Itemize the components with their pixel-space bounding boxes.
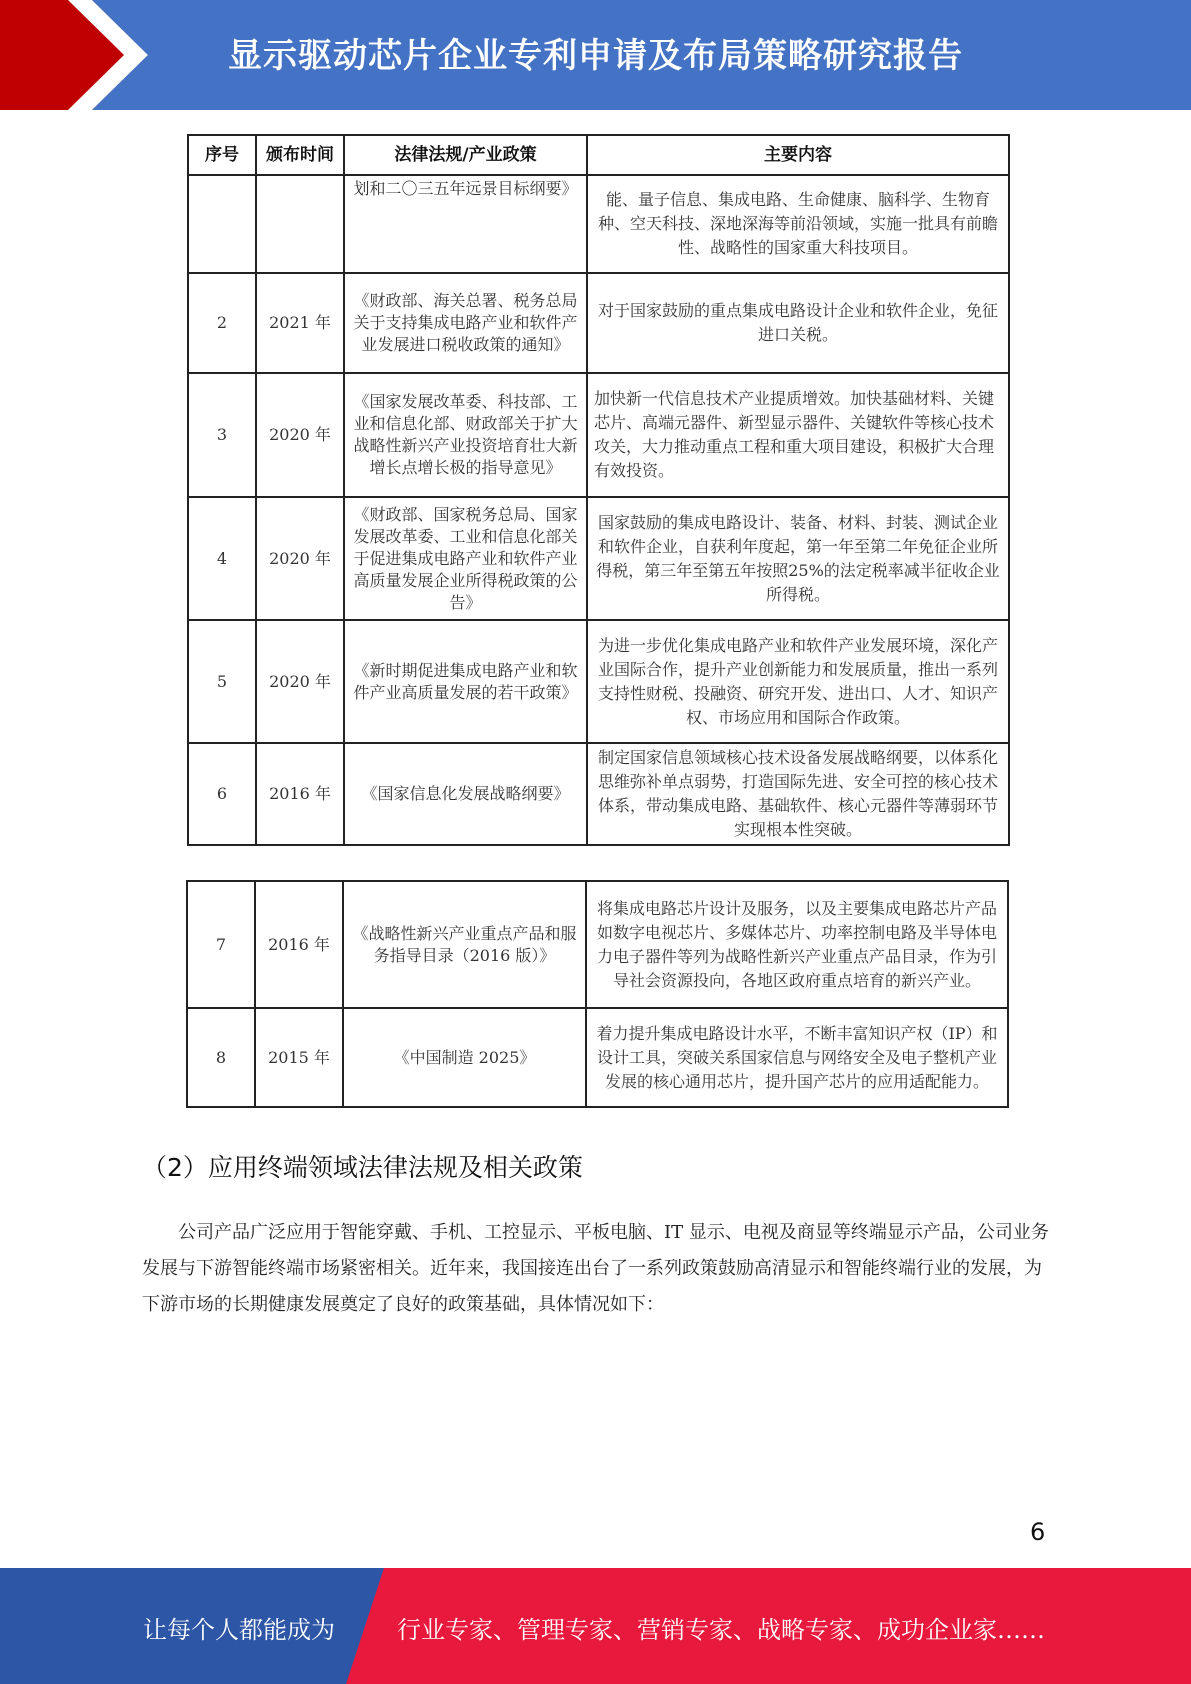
policy-table-part-2: [186, 880, 1009, 1108]
cell-no: [188, 175, 256, 273]
footer-slogan-right: 行业专家、管理专家、营销专家、战略专家、成功企业家……: [397, 1616, 1045, 1644]
cell-date: 2016 年: [255, 881, 343, 1008]
cell-content: 加快新一代信息技术产业提质增效。加快基础材料、关键芯片、高端元器件、新型显示器件、关键软件等核心技术攻关，大力推动重点工程和重大项目建设，积极扩大合理有效投资。: [587, 373, 1009, 497]
header-policy: 法律法规/产业政策: [344, 135, 587, 175]
cell-policy: 《财政部、国家税务总局、国家发展改革委、工业和信息化部关于促进集成电路产业和软件产业高质量发展企业所得税政策的公告》: [344, 497, 587, 620]
cell-policy: 《中国制造 2025》: [343, 1008, 586, 1107]
page-footer: [0, 1568, 1191, 1684]
cell-no: 6: [188, 743, 256, 845]
cell-no: 2: [188, 273, 256, 373]
footer-slogan-left: 让每个人都能成为: [143, 1616, 335, 1644]
table-row: [188, 273, 1009, 373]
cell-no: 8: [187, 1008, 255, 1107]
cell-content: 着力提升集成电路设计水平，不断丰富知识产权（IP）和设计工具，突破关系国家信息与网络安全及电子整机产业发展的核心通用芯片，提升国产芯片的应用适配能力。: [586, 1008, 1008, 1107]
cell-no: 3: [188, 373, 256, 497]
cell-date: [256, 175, 344, 273]
table-header-row: [188, 135, 1009, 175]
cell-date: 2020 年: [256, 497, 344, 620]
cell-content: 将集成电路芯片设计及服务，以及主要集成电路芯片产品如数字电视芯片、多媒体芯片、功率控制电路及半导体电力电子器件等列为战略性新兴产业重点产品目录，作为引导社会资源投向，各地区政府重点培育的新兴产业。: [586, 881, 1008, 1008]
table-row: [188, 620, 1009, 743]
cell-no: 5: [188, 620, 256, 743]
cell-date: 2015 年: [255, 1008, 343, 1107]
header-no: 序号: [188, 135, 256, 175]
cell-policy: 《国家信息化发展战略纲要》: [344, 743, 587, 845]
cell-policy: 《财政部、海关总署、税务总局关于支持集成电路产业和软件产业发展进口税收政策的通知》: [344, 273, 587, 373]
cell-content: 制定国家信息领域核心技术设备发展战略纲要，以体系化思维弥补单点弱势，打造国际先进、安全可控的核心技术体系，带动集成电路、基础软件、核心元器件等薄弱环节实现根本性突破。: [587, 743, 1009, 845]
page-header: [0, 0, 1191, 110]
header-red-chevron: [0, 0, 150, 110]
cell-policy: 《新时期促进集成电路产业和软件产业高质量发展的若干政策》: [344, 620, 587, 743]
cell-policy: 划和二〇三五年远景目标纲要》: [344, 175, 587, 273]
table-row: [188, 373, 1009, 497]
section-heading: （2）应用终端领域法律法规及相关政策: [142, 1153, 583, 1182]
table-row: [188, 175, 1009, 273]
header-date: 颁布时间: [256, 135, 344, 175]
table-row: [188, 743, 1009, 845]
cell-date: 2020 年: [256, 620, 344, 743]
cell-content: 国家鼓励的集成电路设计、装备、材料、封装、测试企业和软件企业，自获利年度起，第一年至第二年免征企业所得税，第三年至第五年按照25%的法定税率减半征收企业所得税。: [587, 497, 1009, 620]
cell-date: 2021 年: [256, 273, 344, 373]
body-paragraph: 公司产品广泛应用于智能穿戴、手机、工控显示、平板电脑、IT 显示、电视及商显等终端显示产品，公司业务发展与下游智能终端市场紧密相关。近年来，我国接连出台了一系列政策鼓励高清显示和智能终端行业的发展，为下游市场的长期健康发展奠定了良好的政策基础，具体情况如下：: [142, 1222, 1049, 1315]
cell-policy: 《战略性新兴产业重点产品和服务指导目录（2016 版）》: [343, 881, 586, 1008]
cell-content: 为进一步优化集成电路产业和软件产业发展环境，深化产业国际合作，提升产业创新能力和发展质量，推出一系列支持性财税、投融资、研究开发、进出口、人才、知识产权、市场应用和国际合作政策。: [587, 620, 1009, 743]
policy-table-part-1: [187, 134, 1010, 846]
cell-date: 2016 年: [256, 743, 344, 845]
table-row: [187, 1008, 1008, 1107]
cell-policy: 《国家发展改革委、科技部、工业和信息化部、财政部关于扩大战略性新兴产业投资培育壮大新增长点增长极的指导意见》: [344, 373, 587, 497]
header-content: 主要内容: [587, 135, 1009, 175]
page-number: 6: [1030, 1518, 1046, 1546]
cell-date: 2020 年: [256, 373, 344, 497]
cell-content: 能、量子信息、集成电路、生命健康、脑科学、生物育种、空天科技、深地深海等前沿领域，实施一批具有前瞻性、战略性的国家重大科技项目。: [587, 175, 1009, 273]
cell-no: 7: [187, 881, 255, 1008]
report-title: 显示驱动芯片企业专利申请及布局策略研究报告: [228, 36, 963, 76]
cell-no: 4: [188, 497, 256, 620]
table-row: [187, 881, 1008, 1008]
table-row: [188, 497, 1009, 620]
cell-content: 对于国家鼓励的重点集成电路设计企业和软件企业，免征进口关税。: [587, 273, 1009, 373]
